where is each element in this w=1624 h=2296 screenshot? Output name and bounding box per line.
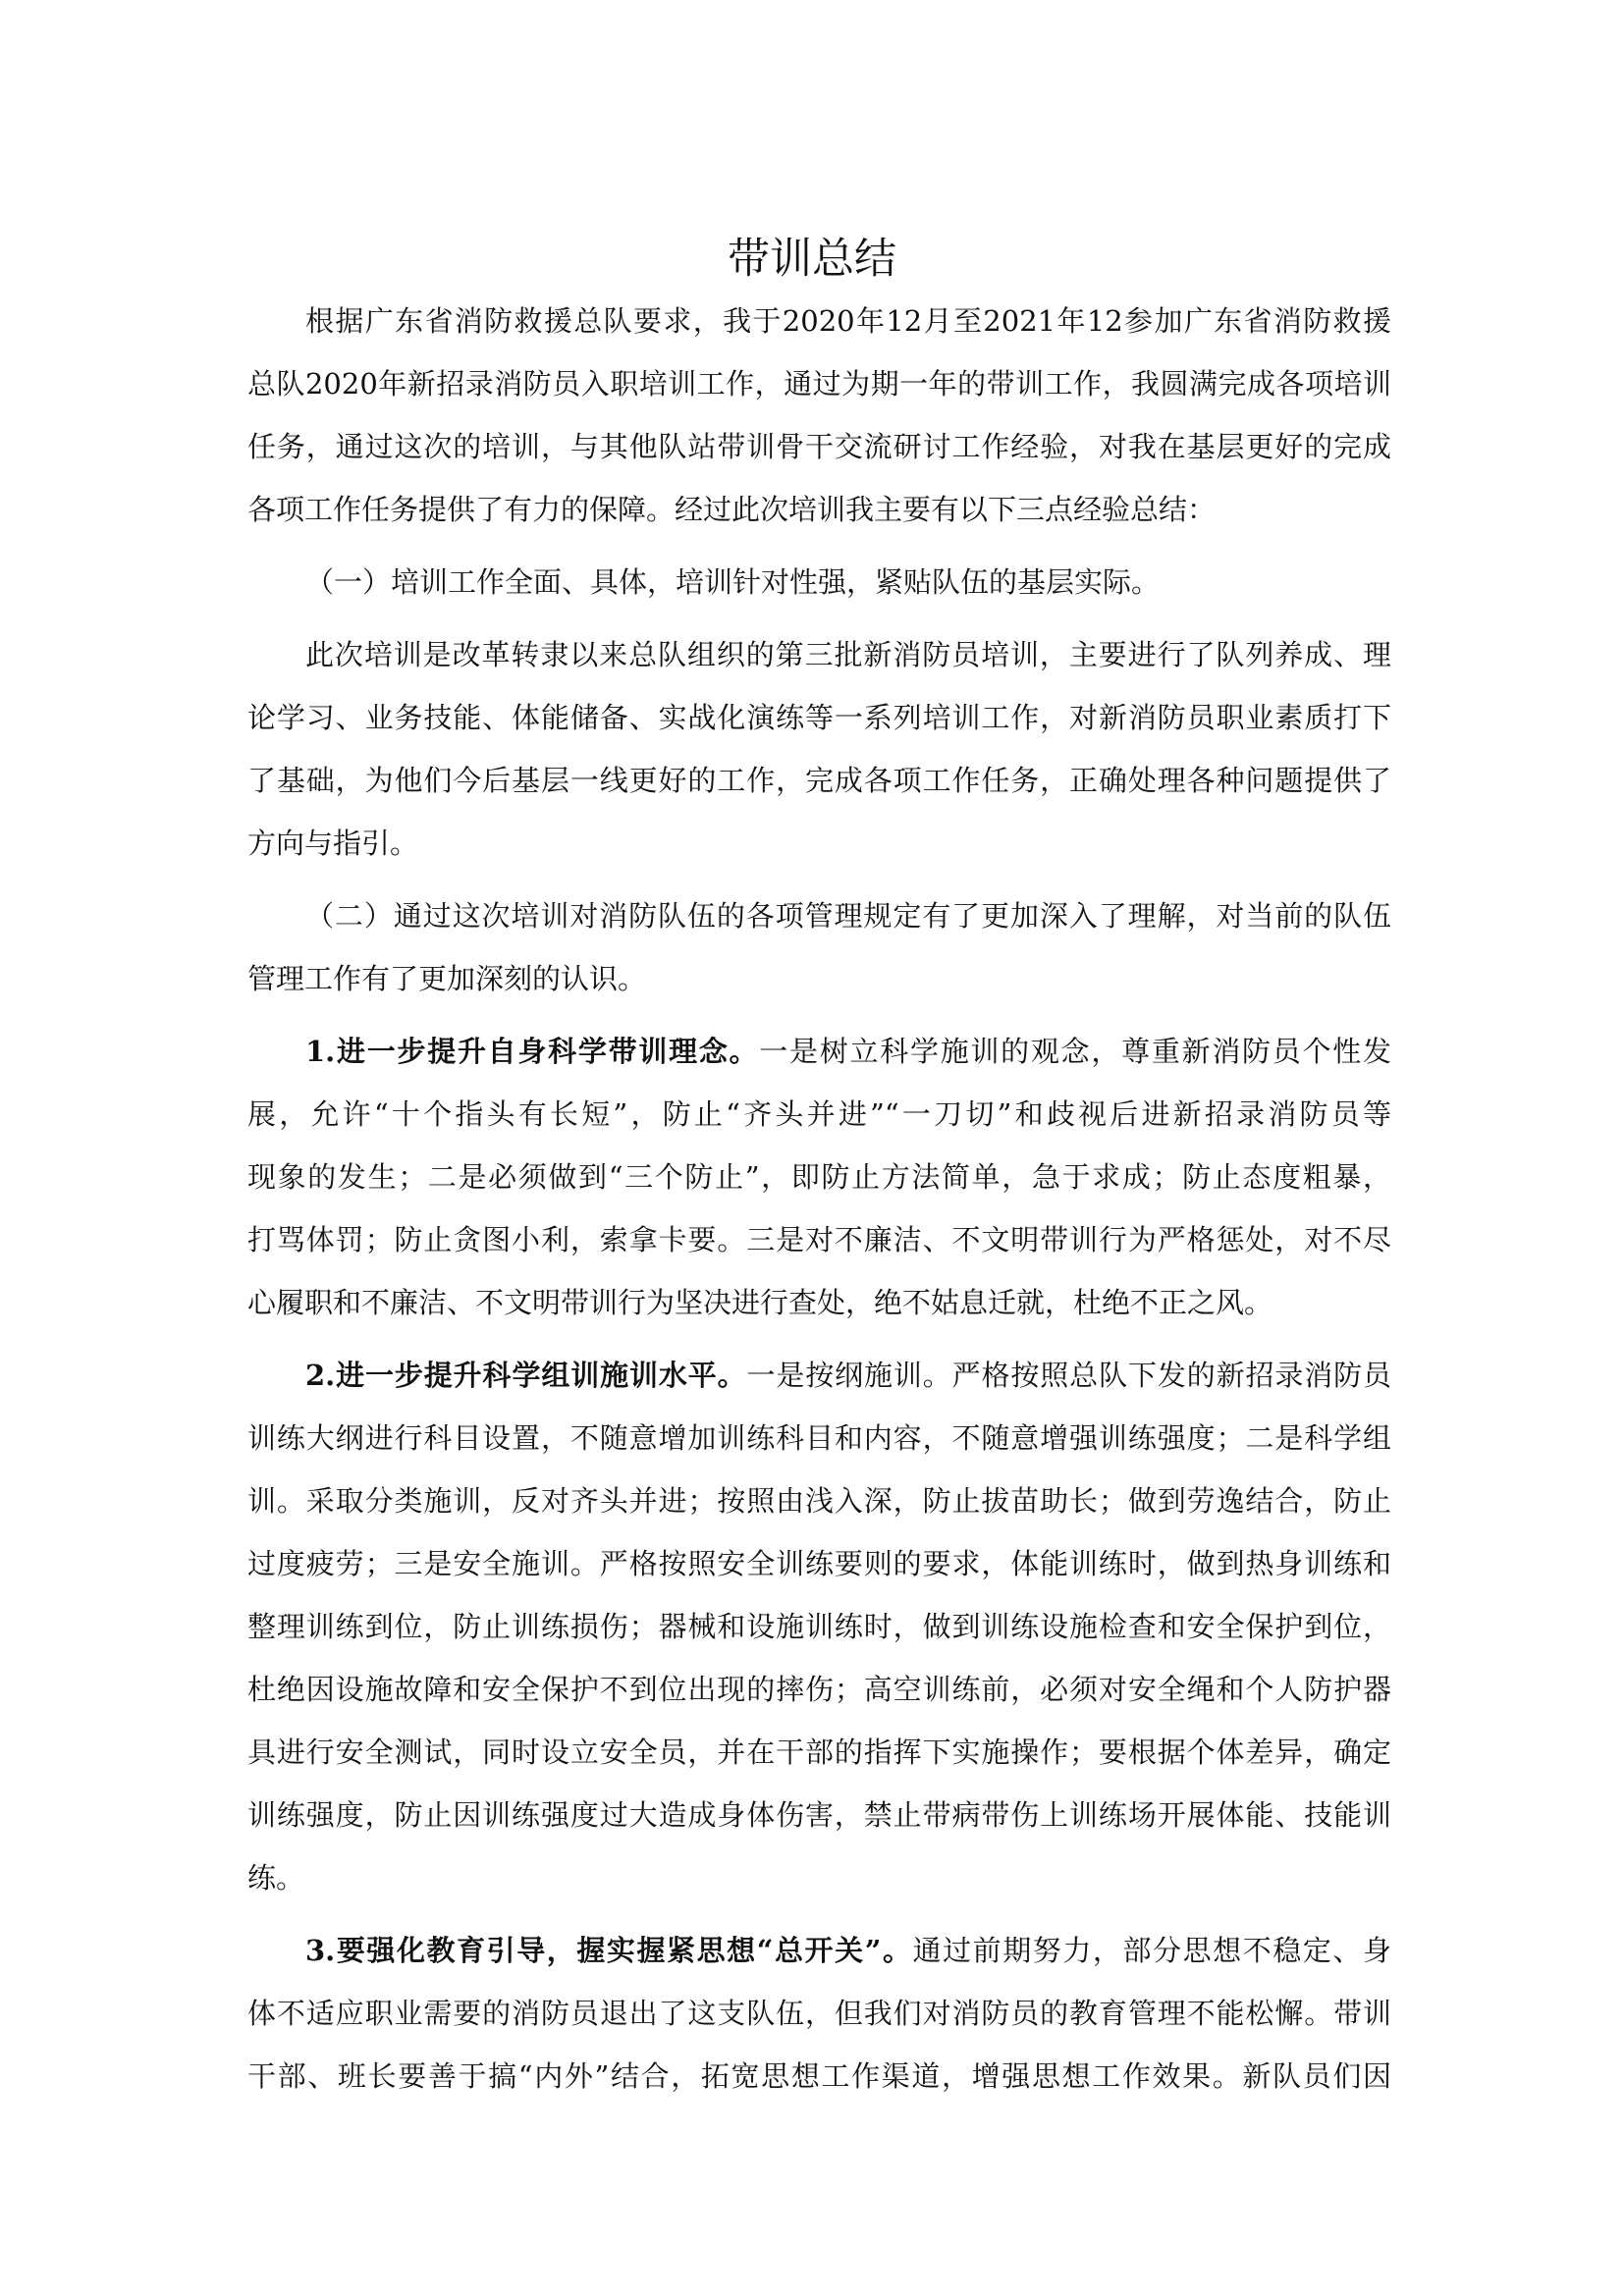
text-line bbox=[247, 1658, 1391, 1721]
text-line bbox=[247, 1982, 1391, 2045]
text-line bbox=[247, 947, 1391, 1010]
line-text: （二）通过这次培训对消防队伍的各项管理规定有了更加深入了理解，对当前的队伍 bbox=[305, 899, 1391, 933]
text-line bbox=[247, 1271, 1391, 1334]
text-line bbox=[247, 1469, 1391, 1532]
paragraph bbox=[247, 290, 1391, 541]
line-text: 过度疲劳；三是安全施训。严格按照安全训练要则的要求，体能训练时，做到热身训练和 bbox=[247, 1547, 1391, 1580]
text-line bbox=[247, 478, 1391, 541]
text-line bbox=[247, 290, 1391, 352]
line-text: 心履职和不廉洁、不文明带训行为坚决进行查处，绝不姑息迁就，杜绝不正之风。 bbox=[247, 1286, 1273, 1319]
line-text: 训练大纲进行科目设置，不随意增加训练科目和内容，不随意增强训练强度；二是科学组 bbox=[247, 1421, 1391, 1455]
paragraph bbox=[247, 884, 1391, 1010]
line-text: 方向与指引。 bbox=[247, 827, 419, 860]
text-line bbox=[247, 812, 1391, 875]
line-text: （一）培训工作全面、具体，培训针对性强，紧贴队伍的基层实际。 bbox=[305, 565, 1161, 599]
line-text: 整理训练到位，防止训练损伤；器械和设施训练时，做到训练设施检查和安全保护到位， bbox=[247, 1610, 1391, 1643]
line-text: 各项工作任务提供了有力的保障。经过此次培训我主要有以下三点经验总结： bbox=[247, 493, 1217, 526]
text-line bbox=[247, 1595, 1391, 1658]
paragraph bbox=[247, 551, 1391, 614]
text-line bbox=[247, 623, 1391, 686]
document-body bbox=[247, 290, 1391, 2117]
text-line bbox=[247, 1721, 1391, 1784]
section-heading: 2.进一步提升科学组训施训水平。 bbox=[305, 1359, 747, 1392]
section-heading: 3.要强化教育引导，握实握紧思想“总开关”。 bbox=[305, 1934, 913, 1967]
line-text: 练。 bbox=[247, 1861, 305, 1895]
line-text: 现象的发生；二是必须做到“三个防止”，即防止方法简单，急于求成；防止态度粗暴， bbox=[247, 1160, 1391, 1194]
text-line bbox=[247, 1532, 1391, 1595]
line-text: 任务，通过这次的培训，与其他队站带训骨干交流研讨工作经验，对我在基层更好的完成 bbox=[247, 430, 1391, 463]
text-line bbox=[247, 1846, 1391, 1909]
text-line bbox=[247, 352, 1391, 415]
paragraph bbox=[247, 1344, 1391, 1909]
line-text: 了基础，为他们今后基层一线更好的工作，完成各项工作任务，正确处理各种问题提供了 bbox=[247, 764, 1391, 797]
text-line bbox=[247, 551, 1391, 614]
line-text: 根据广东省消防救援总队要求，我于2020年12月至2021年12参加广东省消防救援 bbox=[305, 304, 1391, 338]
text-line bbox=[247, 884, 1391, 947]
text-line bbox=[247, 1208, 1391, 1271]
text-line bbox=[247, 749, 1391, 812]
text-line bbox=[247, 415, 1391, 478]
text-line bbox=[247, 1146, 1391, 1208]
line-text: 打骂体罚；防止贪图小利，索拿卡要。三是对不廉洁、不文明带训行为严格惩处，对不尽 bbox=[247, 1223, 1391, 1256]
line-text: 论学习、业务技能、体能储备、实战化演练等一系列培训工作，对新消防员职业素质打下 bbox=[247, 701, 1391, 734]
text-line bbox=[247, 2045, 1391, 2108]
line-text: 展，允许“十个指头有长短”，防止“齐头并进”“一刀切”和歧视后进新招录消防员等 bbox=[247, 1097, 1391, 1131]
line-text: 具进行安全测试，同时设立安全员，并在干部的指挥下实施操作；要根据个体差异，确定 bbox=[247, 1735, 1391, 1769]
line-text: 杜绝因设施故障和安全保护不到位出现的摔伤；高空训练前，必须对安全绳和个人防护器 bbox=[247, 1673, 1391, 1706]
line-text: 训练强度，防止因训练强度过大造成身体伤害，禁止带病带伤上训练场开展体能、技能训 bbox=[247, 1798, 1391, 1832]
line-text: 体不适应职业需要的消防员退出了这支队伍，但我们对消防员的教育管理不能松懈。带训 bbox=[247, 1997, 1391, 2030]
line-text: 训。采取分类施训，反对齐头并进；按照由浅入深，防止拔苗助长；做到劳逸结合，防止 bbox=[247, 1484, 1391, 1518]
line-text: 总队2020年新招录消防员入职培训工作，通过为期一年的带训工作，我圆满完成各项培训 bbox=[247, 367, 1391, 400]
paragraph bbox=[247, 1919, 1391, 2108]
line-text: 一是树立科学施训的观念，尊重新消防员个性发 bbox=[759, 1035, 1391, 1068]
line-text: 管理工作有了更加深刻的认识。 bbox=[247, 962, 647, 995]
paragraph bbox=[247, 1020, 1391, 1334]
section-heading: 1.进一步提升自身科学带训理念。 bbox=[305, 1035, 760, 1068]
line-text: 通过前期努力，部分思想不稳定、身 bbox=[912, 1934, 1391, 1967]
line-text: 此次培训是改革转隶以来总队组织的第三批新消防员培训，主要进行了队列养成、理 bbox=[305, 638, 1391, 671]
document-title: 带训总结 bbox=[728, 235, 896, 284]
text-line bbox=[247, 1919, 1391, 1982]
text-line bbox=[247, 1344, 1391, 1407]
text-line bbox=[247, 1083, 1391, 1146]
line-text: 干部、班长要善于搞“内外”结合，拓宽思想工作渠道，增强思想工作效果。新队员们因 bbox=[247, 2059, 1391, 2093]
paragraph bbox=[247, 623, 1391, 875]
text-line bbox=[247, 686, 1391, 749]
line-text: 一是按纲施训。严格按照总队下发的新招录消防员 bbox=[746, 1359, 1391, 1392]
text-line bbox=[247, 1020, 1391, 1083]
text-line bbox=[247, 1784, 1391, 1846]
text-line bbox=[247, 1407, 1391, 1469]
